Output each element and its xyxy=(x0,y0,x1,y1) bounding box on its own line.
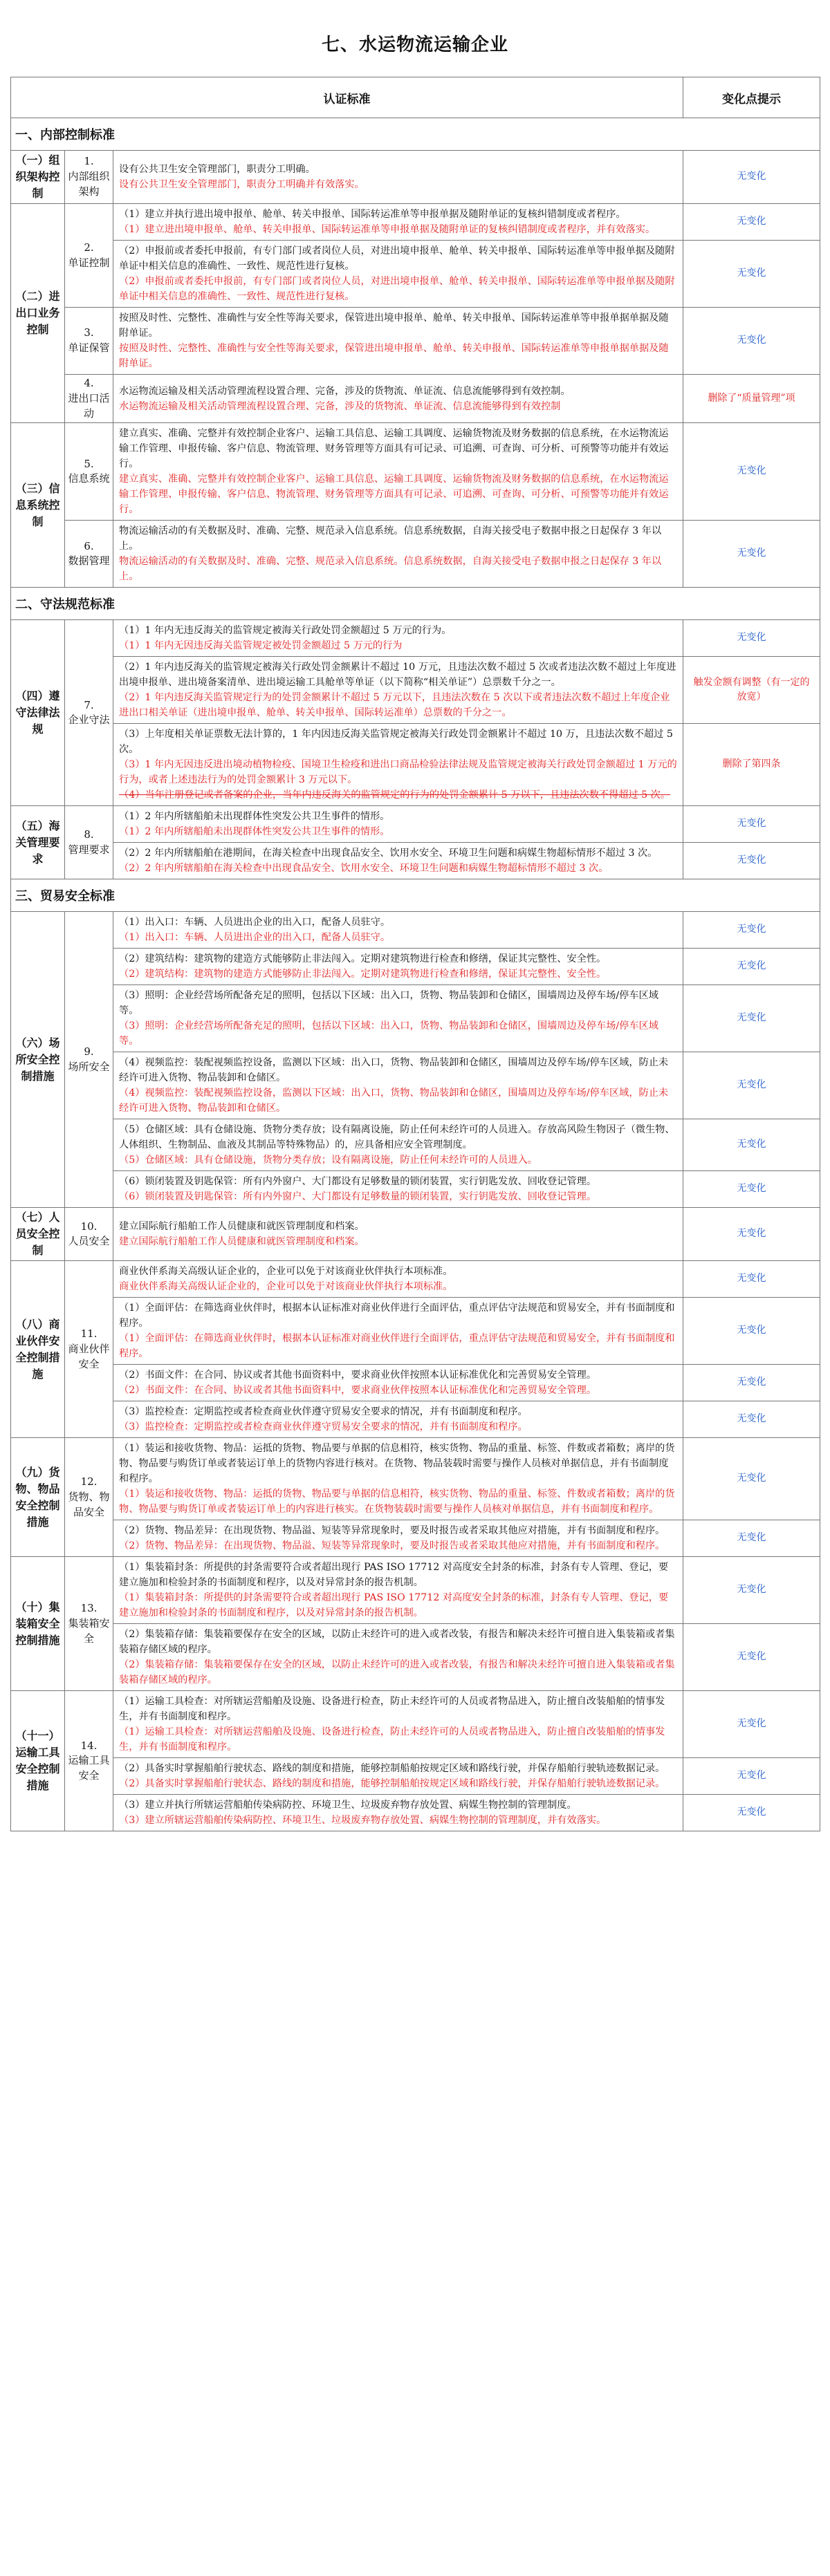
revised-text: （2）建筑结构：建筑物的建造方式能够防止非法闯入。定期对建筑物进行检查和修缮，保证其完整性、安全性。 xyxy=(119,969,607,980)
standard-content xyxy=(113,241,683,308)
table-row xyxy=(11,1401,820,1438)
standard-content xyxy=(113,308,683,375)
change-note: 无变化 xyxy=(683,1401,820,1438)
original-text: （2）具备实时掌握船舶行驶状态、路线的制度和措施，能够控制船舶按规定区域和路线行驶，并保存船舶行驶轨迹数据记录。 xyxy=(119,1763,665,1775)
item-cell xyxy=(65,151,113,204)
standard-content xyxy=(113,204,683,241)
table-row xyxy=(11,1691,820,1758)
original-text: （1）1 年内无违反海关的监管规定被海关行政处罚金额超过 5 万元的行为。 xyxy=(119,625,452,637)
category-cell: （六）场所安全控制措施 xyxy=(11,912,65,1208)
table-row xyxy=(11,1520,820,1557)
table-row xyxy=(11,985,820,1052)
change-note: 无变化 xyxy=(683,151,820,204)
table-row xyxy=(11,620,820,657)
change-note: 无变化 xyxy=(683,843,820,879)
revised-text: （1）1 年内无因违反海关监管规定被处罚金额超过 5 万元的行为 xyxy=(119,640,403,652)
item-name: 管理要求 xyxy=(68,843,110,856)
standard-content xyxy=(113,151,683,204)
change-note: 无变化 xyxy=(683,308,820,375)
item-name: 单证控制 xyxy=(68,256,110,269)
item-name: 货物、物品安全 xyxy=(68,1490,110,1518)
change-note: 无变化 xyxy=(683,985,820,1052)
category-cell: （三）信息系统控制 xyxy=(11,423,65,588)
table-row xyxy=(11,912,820,949)
standard-content xyxy=(113,423,683,521)
item-number: 2. xyxy=(84,241,94,254)
item-cell xyxy=(65,1557,113,1691)
original-text: （1）集装箱封条：所提供的封条需要符合或者超出现行 PAS ISO 17712 对高度安全封条的标准，封条有专人管理、登记，要建立施加和检验封条的书面制度和程序，以及对异常封条的报告机制。 xyxy=(119,1562,669,1589)
original-text: 按照及时性、完整性、准确性与安全性等海关要求，保管进出境申报单、舱单、转关申报单、国际转运准单等申报单据单据及随附单证。 xyxy=(119,312,669,339)
revised-text: 物流运输活动的有关数据及时、准确、完整、规范录入信息系统。信息系统数据，自海关接受电子数据申报之日起保存 3 年以上。 xyxy=(119,556,662,583)
table-row xyxy=(11,843,820,879)
standard-content xyxy=(113,1557,683,1624)
document-page xyxy=(10,0,820,1831)
item-cell xyxy=(65,620,113,806)
change-note: 无变化 xyxy=(683,806,820,843)
item-name: 内部组织架构 xyxy=(68,170,110,198)
change-note: 无变化 xyxy=(683,949,820,985)
revised-text: （1）建立进出境申报单、舱单、转关申报单、国际转运准单等申报单据及随附单证的复核纠错制度或者程序，并有效落实。 xyxy=(119,224,656,235)
revised-text: （3）监控检查：定期监控或者检查商业伙伴遵守贸易安全要求的情况，并有书面制度和程序。 xyxy=(119,1421,528,1433)
original-text: 物流运输活动的有关数据及时、准确、完整、规范录入信息系统。信息系统数据，自海关接受电子数据申报之日起保存 3 年以上。 xyxy=(119,525,662,552)
item-name: 人员安全 xyxy=(68,1235,110,1248)
change-note: 无变化 xyxy=(683,1365,820,1401)
change-note: 无变化 xyxy=(683,1052,820,1119)
standard-content xyxy=(113,1365,683,1401)
item-cell xyxy=(65,521,113,588)
revised-text: （4）当年注册登记或者备案的企业，当年内违反海关的监管规定的行为的处罚金额累计 5 万以下，且违法次数不得超过 5 次。 xyxy=(119,790,671,801)
item-name: 运输工具安全 xyxy=(68,1754,110,1782)
change-note: 无变化 xyxy=(683,1691,820,1758)
original-text: （1）运输工具检查：对所辖运营船舶及设施、设备进行检查，防止未经许可的人员或者物品进入，防止擅自改装船舶的情事发生，并有书面制度和程序。 xyxy=(119,1696,665,1723)
standard-content xyxy=(113,806,683,843)
table-row xyxy=(11,657,820,724)
revised-text: （6）锁闭装置及钥匙保管：所有内外窗户、大门都设有足够数量的锁闭装置，实行钥匙发放、回收登记管理。 xyxy=(119,1191,597,1203)
item-number: 14. xyxy=(80,1739,98,1752)
change-note: 无变化 xyxy=(683,1261,820,1298)
table-row xyxy=(11,521,820,588)
table-row xyxy=(11,1261,820,1298)
table-row xyxy=(11,1171,820,1208)
revised-text: 建立国际航行船舶工作人员健康和就医管理制度和档案。 xyxy=(119,1236,365,1248)
page-title: 七、水运物流运输企业 xyxy=(321,35,508,55)
item-cell xyxy=(65,204,113,308)
item-number: 8. xyxy=(84,828,94,841)
original-text: （3）上年度相关单证票数无法计算的，1 年内因违反海关监管规定被海关行政处罚金额累计不超过 10 万，且违法次数不超过 5 次。 xyxy=(119,729,673,756)
change-note: 无变化 xyxy=(683,204,820,241)
category-cell: （一）组织架构控制 xyxy=(11,151,65,204)
item-number: 3. xyxy=(84,326,94,339)
change-note: 无变化 xyxy=(683,521,820,588)
category-cell: （九）货物、物品安全控制措施 xyxy=(11,1438,65,1557)
change-note: 无变化 xyxy=(683,1557,820,1624)
standard-content xyxy=(113,1438,683,1520)
standard-content xyxy=(113,1520,683,1557)
table-row xyxy=(11,1438,820,1520)
original-text: 水运物流运输及相关活动管理流程设置合理、完备，涉及的货物流、单证流、信息流能够得到有效控制。 xyxy=(119,385,571,397)
revised-text: （4）视频监控：装配视频监控设备，监测以下区域：出入口，货物、物品装卸和仓储区，围墙周边及停车场/停车区域，防止未经许可进入货物、物品装卸和仓储区。 xyxy=(119,1088,669,1114)
standard-content xyxy=(113,949,683,985)
category-cell: （七）人员安全控制 xyxy=(11,1208,65,1261)
original-text: 商业伙伴系海关高级认证企业的，企业可以免于对该商业伙伴执行本项标准。 xyxy=(119,1266,453,1278)
table-row xyxy=(11,1298,820,1365)
table-body xyxy=(11,118,820,1831)
original-text: （2）1 年内违反海关的监管规定被海关行政处罚金额累计不超过 10 万元，且违法次数不超过 5 次或者违法次数不超过上年度进出境申报单、进出境备案清单、进出境运输工具舱单等单证（以下简称“相关单证”）总票数千分之一。 xyxy=(119,662,676,689)
original-text: （1）全面评估：在筛选商业伙伴时，根据本认证标准对商业伙伴进行全面评估，重点评估守法规范和贸易安全，并有书面制度和程序。 xyxy=(119,1303,675,1329)
change-note: 无变化 xyxy=(683,1795,820,1831)
original-text: （3）监控检查：定期监控或者检查商业伙伴遵守贸易安全要求的情况，并有书面制度和程序。 xyxy=(119,1406,528,1418)
table-row xyxy=(11,423,820,521)
standards-table xyxy=(10,77,820,1831)
item-name: 商业伙伴安全 xyxy=(68,1342,110,1370)
category-cell: （四）遵守法律法规 xyxy=(11,620,65,806)
section-row xyxy=(11,588,820,620)
item-cell xyxy=(65,375,113,423)
standard-content xyxy=(113,843,683,879)
original-text: （2）货物、物品差异：在出现货物、物品溢、短装等异常现象时，要及时报告或者采取其他应对措施，并有书面制度和程序。 xyxy=(119,1525,665,1537)
original-text: （2）集装箱存储：集装箱要保存在安全的区域，以防止未经许可的进入或者改装，有报告和解决未经许可擅自进入集装箱或者集装箱存储区域的程序。 xyxy=(119,1629,675,1656)
original-text: （1）建立并执行进出境申报单、舱单、转关申报单、国际转运准单等申报单据及随附单证的复核纠错制度或者程序。 xyxy=(119,209,626,220)
standard-content xyxy=(113,1052,683,1119)
original-text: （3）照明：企业经营场所配备充足的照明，包括以下区域：出入口，货物、物品装卸和仓储区，围墙周边及停车场/停车区域等。 xyxy=(119,990,658,1017)
change-note: 无变化 xyxy=(683,423,820,521)
revised-text: （2）1 年内违反海关监管规定行为的处罚金额累计不超过 5 万元以下，且违法次数在 5 次以下或者违法次数不超过上年度企业进出口相关单证（进出境申报单、舱单、转关申报单、国际转运准单）总票数的千分之一。 xyxy=(119,692,670,719)
table-row xyxy=(11,1052,820,1119)
section-title: 二、守法规范标准 xyxy=(11,588,820,620)
original-text: （4）视频监控：装配视频监控设备，监测以下区域：出入口，货物、物品装卸和仓储区，围墙周边及停车场/停车区域，防止未经许可进入货物、物品装卸和仓储区。 xyxy=(119,1057,669,1084)
standard-content xyxy=(113,1261,683,1298)
revised-text: （2）申报前或者委托申报前，有专门部门或者岗位人员，对进出境申报单、舱单、转关申报单、国际转运准单等申报单据及随附单证中相关信息的准确性、一致性、规范性进行复核。 xyxy=(119,276,675,302)
revised-text: （5）仓储区域：具有仓储设施，货物分类存放；设有隔离设施，防止任何未经许可的人员进入。 xyxy=(119,1155,537,1166)
table-row xyxy=(11,1119,820,1171)
standard-content xyxy=(113,657,683,724)
change-note: 无变化 xyxy=(683,1520,820,1557)
original-text: （2）书面文件：在合同、协议或者其他书面资料中，要求商业伙伴按照本认证标准优化和完善贸易安全管理。 xyxy=(119,1370,597,1381)
original-text: （6）锁闭装置及钥匙保管：所有内外窗户、大门都设有足够数量的锁闭装置，实行钥匙发放、回收登记管理。 xyxy=(119,1176,597,1188)
item-number: 9. xyxy=(84,1045,94,1058)
table-row xyxy=(11,1758,820,1795)
standard-content xyxy=(113,1119,683,1171)
change-note: 无变化 xyxy=(683,1758,820,1795)
original-text: （5）仓储区域：具有仓储设施、货物分类存放；设有隔离设施，防止任何未经许可的人员进入。存放高风险生物因子（微生物、人体组织、生物制品、血液及其制品等特殊物品）的，应具备相应安全管理制度。 xyxy=(119,1124,675,1151)
item-cell xyxy=(65,912,113,1208)
table-header-row xyxy=(11,77,820,118)
revised-text: （1）运输工具检查：对所辖运营船舶及设施、设备进行检查，防止未经许可的人员或者物品进入，防止擅自改装船舶的情事发生，并有书面制度和程序。 xyxy=(119,1726,665,1753)
change-note: 无变化 xyxy=(683,241,820,308)
change-note: 无变化 xyxy=(683,620,820,657)
change-note: 无变化 xyxy=(683,912,820,949)
original-text: 设有公共卫生安全管理部门，职责分工明确。 xyxy=(119,164,315,175)
table-row xyxy=(11,1557,820,1624)
table-row xyxy=(11,375,820,423)
revised-text: （3）照明：企业经营场所配备充足的照明，包括以下区域：出入口，货物、物品装卸和仓储区，围墙周边及停车场/停车区域等。 xyxy=(119,1020,658,1047)
item-name: 进出口活动 xyxy=(68,391,110,420)
original-text: （2）建筑结构：建筑物的建造方式能够防止非法闯入。定期对建筑物进行检查和修缮，保证其完整性、安全性。 xyxy=(119,953,607,965)
standard-content xyxy=(113,1691,683,1758)
change-note: 触发金额有调整（有一定的放宽） xyxy=(683,657,820,724)
table-row xyxy=(11,1208,820,1261)
revised-text: （2）货物、物品差异：在出现货物、物品溢、短装等异常现象时，要及时报告或者采取其他应对措施，并有书面制度和程序。 xyxy=(119,1540,665,1552)
standard-content xyxy=(113,521,683,588)
item-name: 数据管理 xyxy=(68,554,110,568)
standard-content xyxy=(113,985,683,1052)
item-name: 企业守法 xyxy=(68,713,110,727)
table-row xyxy=(11,724,820,806)
change-note: 无变化 xyxy=(683,1208,820,1261)
item-cell xyxy=(65,423,113,521)
item-number: 10. xyxy=(80,1220,98,1233)
change-note: 无变化 xyxy=(683,1438,820,1520)
change-note: 无变化 xyxy=(683,1624,820,1691)
revised-text: （2）具备实时掌握船舶行驶状态、路线的制度和措施，能够控制船舶按规定区域和路线行驶，并保存船舶行驶轨迹数据记录。 xyxy=(119,1778,665,1790)
section-row xyxy=(11,118,820,151)
original-text: （2）2 年内所辖船舶在港期间，在海关检查中出现食品安全、饮用水安全、环境卫生问题和病媒生物超标情形不超过 3 次。 xyxy=(119,848,658,859)
change-note: 删除了第四条 xyxy=(683,724,820,806)
original-text: （1）出入口：车辆、人员进出企业的出入口，配备人员驻守。 xyxy=(119,917,391,928)
item-cell xyxy=(65,1261,113,1438)
standard-content xyxy=(113,1401,683,1438)
item-number: 4. xyxy=(84,377,94,389)
item-name: 单证保管 xyxy=(68,342,110,354)
revised-text: 商业伙伴系海关高级认证企业的，企业可以免于对该商业伙伴执行本项标准。 xyxy=(119,1281,453,1293)
table-row xyxy=(11,1795,820,1831)
item-cell xyxy=(65,1691,113,1831)
standard-content xyxy=(113,1758,683,1795)
original-text: （2）申报前或者委托申报前，有专门部门或者岗位人员，对进出境申报单、舱单、转关申报单、国际转运准单等申报单据及随附单证中相关信息的准确性、一致性、规范性进行复核。 xyxy=(119,245,675,272)
item-cell xyxy=(65,1208,113,1261)
category-cell: （十一）运输工具安全控制措施 xyxy=(11,1691,65,1831)
standard-content xyxy=(113,1795,683,1831)
section-title: 三、贸易安全标准 xyxy=(11,879,820,912)
change-note: 无变化 xyxy=(683,1119,820,1171)
item-name: 集装箱安全 xyxy=(68,1616,110,1645)
item-cell xyxy=(65,308,113,375)
item-number: 1. xyxy=(84,155,94,168)
table-row xyxy=(11,1624,820,1691)
revised-text: （2）2 年内所辖船舶在海关检查中出现食品安全、饮用水安全、环境卫生问题和病媒生物超标情形不超过 3 次。 xyxy=(119,863,609,875)
original-text: （3）建立并执行所辖运营船舶传染病防控、环境卫生、垃圾废弃物存放处置、病媒生物控制的管理制度。 xyxy=(119,1800,577,1811)
standard-content xyxy=(113,724,683,806)
table-row xyxy=(11,241,820,308)
standard-content xyxy=(113,1624,683,1691)
revised-text: （1）全面评估：在筛选商业伙伴时，根据本认证标准对商业伙伴进行全面评估，重点评估守法规范和贸易安全，并有书面制度和程序。 xyxy=(119,1333,675,1360)
original-text: （1）2 年内所辖船舶未出现群体性突发公共卫生事件的情形。 xyxy=(119,811,390,823)
table-row xyxy=(11,151,820,204)
revised-text: （1）集装箱封条：所提供的封条需要符合或者超出现行 PAS ISO 17712 对高度安全封条的标准，封条有专人管理、登记，要建立施加和检验封条的书面制度和程序，以及对异常封条的报告机制。 xyxy=(119,1592,669,1619)
section-row xyxy=(11,879,820,912)
standard-content xyxy=(113,1208,683,1261)
original-text: （1）装运和接收货物、物品：运抵的货物、物品要与单据的信息相符，核实货物、物品的重量、标签、件数或者箱数；离岸的货物、物品要与购货订单或者装运订单上的货物内容进行核对。在货物、物品装载时需要与操作人员核对单据信息，并有书面制度和程序。 xyxy=(119,1443,675,1485)
table-row xyxy=(11,1365,820,1401)
item-cell xyxy=(65,1438,113,1557)
table-row xyxy=(11,806,820,843)
revised-text: （1）装运和接收货物、物品：运抵的货物、物品要与单据的信息相符，核实货物、物品的重量、标签、件数或者箱数；离岸的货物、物品要与购货订单或者装运订单上的内容进行核实。在货物装载时需要与操作人员核对单据信息，并有书面制度和程序。 xyxy=(119,1488,675,1515)
table-row xyxy=(11,949,820,985)
category-cell: （十）集装箱安全控制措施 xyxy=(11,1557,65,1691)
category-cell: （八）商业伙伴安全控制措施 xyxy=(11,1261,65,1438)
standard-content xyxy=(113,375,683,423)
standard-content xyxy=(113,1298,683,1365)
original-text: 建立国际航行船舶工作人员健康和就医管理制度和档案。 xyxy=(119,1221,365,1233)
item-name: 信息系统 xyxy=(68,472,110,485)
original-text: 建立真实、准确、完整并有效控制企业客户、运输工具信息、运输工具调度、运输货物流及财务数据的信息系统，在水运物流运输工作管理、申报传输、客户信息、物流管理、财务管理等方面具有可记录、可追溯、可查询、可分析、可预警等功能并有效运行。 xyxy=(119,428,669,470)
standard-content xyxy=(113,912,683,949)
standard-content xyxy=(113,1171,683,1208)
table-row xyxy=(11,204,820,241)
category-cell: （五）海关管理要求 xyxy=(11,806,65,879)
item-number: 12. xyxy=(80,1475,98,1488)
item-number: 11. xyxy=(80,1327,98,1341)
item-name: 场所安全 xyxy=(68,1060,110,1073)
item-number: 5. xyxy=(84,457,94,470)
header-change: 变化点提示 xyxy=(683,77,820,118)
item-number: 7. xyxy=(84,698,94,711)
revised-text: 设有公共卫生安全管理部门，职责分工明确并有效落实。 xyxy=(119,179,365,190)
revised-text: （3）建立所辖运营船舶传染病防控、环境卫生、垃圾废弃物存放处置、病媒生物控制的管理制度，并有效落实。 xyxy=(119,1815,607,1827)
revised-text: （1）2 年内所辖船舶未出现群体性突发公共卫生事件的情形。 xyxy=(119,826,390,838)
category-cell: （二）进出口业务控制 xyxy=(11,204,65,423)
header-standard: 认证标准 xyxy=(11,77,683,118)
change-note: 无变化 xyxy=(683,1171,820,1208)
revised-text: 建立真实、准确、完整并有效控制企业客户、运输工具信息、运输工具调度、运输货物流及财务数据的信息系统，在水运物流运输工作管理、申报传输、客户信息、物流管理、财务管理等方面具有可记录、可追溯、可查询、可分析、可预警等功能并有效运行。 xyxy=(119,474,669,516)
revised-text: （1）出入口：车辆、人员进出企业的出入口，配备人员驻守。 xyxy=(119,932,391,944)
revised-text: （2）书面文件：在合同、协议或者其他书面资料中，要求商业伙伴按照本认证标准优化和完善贸易安全管理。 xyxy=(119,1385,597,1397)
item-cell xyxy=(65,806,113,879)
item-number: 6. xyxy=(84,539,94,552)
section-title: 一、内部控制标准 xyxy=(11,118,820,151)
revised-text: （3）1 年内无因违反进出境动植物检疫、国境卫生检疫和进出口商品检验法律法规及监管规定被海关行政处罚金额超过 1 万元的行为，或者上述违法行为的处罚金额累计 3 万元以下。 xyxy=(119,759,677,786)
standard-content xyxy=(113,620,683,657)
revised-text: （2）集装箱存储：集装箱要保存在安全的区域，以防止未经许可的进入或者改装，有报告和解决未经许可擅自进入集装箱或者集装箱存储区域的程序。 xyxy=(119,1659,675,1686)
change-note: 无变化 xyxy=(683,1298,820,1365)
revised-text: 按照及时性、完整性、准确性与安全性等海关要求，保管进出境申报单、舱单、转关申报单、国际转运准单等申报单据单据及随附单证。 xyxy=(119,343,669,369)
revised-text: 水运物流运输及相关活动管理流程设置合理、完备，涉及的货物流、单证流、信息流能够得到有效控制 xyxy=(119,400,561,412)
table-row xyxy=(11,308,820,375)
item-number: 13. xyxy=(80,1602,98,1615)
change-note: 删除了“质量管理”项 xyxy=(683,375,820,423)
